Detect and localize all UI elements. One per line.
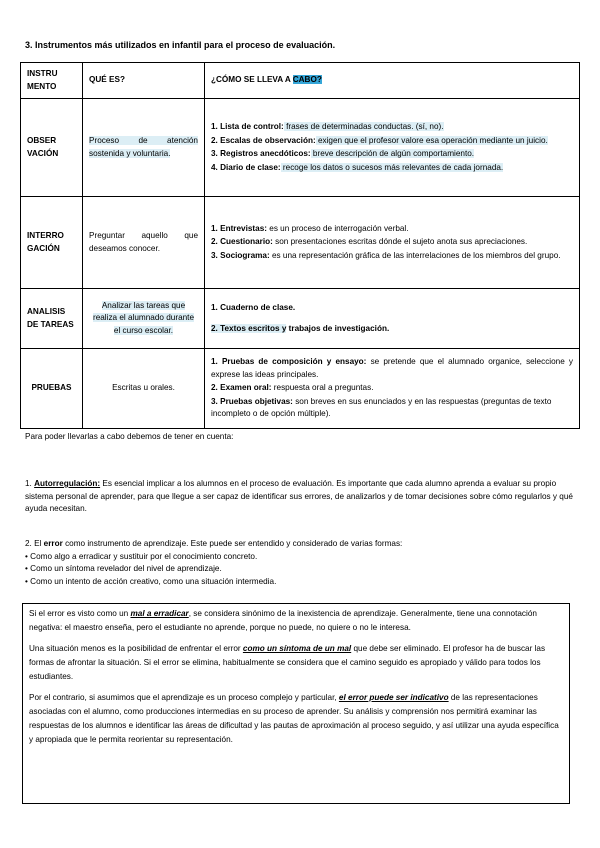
item-label: 3. Registros anecdóticos: bbox=[211, 149, 311, 158]
row-what-analisis bbox=[83, 289, 205, 349]
item-label: 4. Diario de clase: bbox=[211, 162, 281, 172]
emphasis: como un síntoma de un mal bbox=[242, 644, 352, 653]
row-name-analisis: ANALISIS DE TAREAS bbox=[21, 289, 83, 349]
header-instrumento: INSTRU MENTO bbox=[21, 63, 83, 99]
point-error bbox=[25, 538, 580, 588]
instruments-table bbox=[20, 62, 580, 429]
item-text: son presentaciones escritas dónde el sujeto anota sus apreciaciones. bbox=[272, 237, 528, 247]
row-how-interrogacion bbox=[205, 197, 580, 289]
item-label: 2. Cuestionario: bbox=[211, 237, 273, 247]
heading-text: Instrumentos más utilizados en infantil para el proceso de evaluación. bbox=[35, 40, 336, 50]
item-label: 2. Escalas de observación: bbox=[211, 135, 316, 145]
item-text: breve descripción de algún comportamiento. bbox=[310, 149, 475, 158]
item-label: 1. Entrevistas: bbox=[211, 223, 267, 233]
point-pre: 2. El bbox=[25, 539, 44, 548]
table-header-row bbox=[21, 63, 580, 99]
row-name-interrogacion: INTERRO GACIÓN bbox=[21, 197, 83, 289]
table-row bbox=[21, 197, 580, 289]
item-text: trabajos de investigación. bbox=[286, 324, 390, 333]
row-what-text: Analizar las tareas que realiza el alumnado durante el curso escolar. bbox=[92, 300, 195, 335]
item-label: 1. Lista de control: bbox=[211, 122, 284, 131]
item-text: recoge los datos o sucesos más relevantes de cada jornada. bbox=[280, 162, 504, 172]
intro-paragraph: Para poder llevarlas a cabo debemos de tener en cuenta: bbox=[25, 432, 234, 441]
item-text: se pretende que el alumnado organice, seleccione y exprese las ideas principales. bbox=[211, 357, 574, 379]
section-heading bbox=[25, 40, 335, 50]
row-how-analisis bbox=[205, 289, 580, 349]
row-how-observacion bbox=[205, 99, 580, 197]
table-row bbox=[21, 349, 580, 429]
box-paragraph-1: Si el error es visto como un mal a erradicar, se considera sinónimo de la inexistencia de aprendizaje. Generalmente, tiene una connotación negativa: el maestro enseña, pero el estudiante no aprende, porque no puede, no quiere o no le interesa. bbox=[29, 609, 537, 632]
point-autorregulacion bbox=[25, 478, 580, 516]
item-label: 1. Cuaderno de clase. bbox=[211, 302, 296, 312]
bullet-icon: • bbox=[25, 564, 31, 573]
header-cabo-highlight: CABO? bbox=[292, 75, 322, 85]
row-how-pruebas bbox=[205, 349, 580, 429]
row-what-text: Proceso de atención sostenida y voluntaria. bbox=[89, 136, 198, 158]
header-que-es: QUÉ ES? bbox=[83, 63, 205, 99]
error-explanation-box bbox=[22, 603, 570, 804]
point-text: Es esencial implicar a los alumnos en el proceso de evaluación. Es importante que cada alumno aprenda a evaluar su propio sistema personal de aprender, para que llegue a ser capaz de identificar sus errores, de analizarlos y de tomar decisiones sobre cómo regularlos y qué ayuda necesitan. bbox=[25, 479, 573, 513]
header-como-text: ¿CÓMO SE LLEVA A bbox=[211, 75, 291, 85]
item-text: es una representación gráfica de las interrelaciones de los miembros del grupo. bbox=[269, 250, 561, 260]
item-label: 2. Textos escritos y bbox=[211, 324, 287, 333]
emphasis: mal a erradicar bbox=[130, 609, 189, 618]
heading-number: 3. bbox=[25, 40, 33, 50]
item-text: respuesta oral a preguntas. bbox=[271, 383, 374, 393]
bullet-icon: • bbox=[25, 551, 31, 561]
point-text: como instrumento de aprendizaje. Este puede ser entendido y considerado de varias formas: bbox=[62, 539, 403, 548]
row-what-observacion bbox=[83, 99, 205, 197]
row-what-pruebas: Escritas u orales. bbox=[83, 349, 205, 429]
row-name-observacion: OBSER VACIÓN bbox=[21, 99, 83, 197]
item-text: exigen que el profesor valore esa operación mediante un juicio. bbox=[315, 135, 548, 145]
header-como bbox=[205, 63, 580, 99]
list-item: • Como un intento de acción creativo, como una situación intermedia. bbox=[25, 576, 277, 586]
list-item: • Como algo a erradicar y sustituir por el conocimiento concreto. bbox=[25, 551, 258, 561]
list-item: • Como un síntoma revelador del nivel de aprendizaje. bbox=[25, 564, 222, 573]
row-name-pruebas: PRUEBAS bbox=[21, 349, 83, 429]
box-paragraph-2: Una situación menos es la posibilidad de enfrentar el error como un síntoma de un mal que debe ser eliminado. El profesor ha de buscar las formas de afrontar la situación. Si el error se elimina, habitualmente se considera que el camino seguido es apropiado y válido para todos los estudiantes. bbox=[29, 644, 546, 681]
item-label: 3. Pruebas objetivas: bbox=[211, 396, 293, 406]
table-row bbox=[21, 289, 580, 349]
bullet-icon: • bbox=[25, 576, 31, 586]
emphasis: el error puede ser indicativo bbox=[338, 693, 449, 702]
item-text: es un proceso de interrogación verbal. bbox=[266, 223, 409, 233]
point-number: 1. bbox=[25, 479, 32, 488]
point-label: Autorregulación: bbox=[34, 479, 101, 488]
item-text: son breves en sus enunciados y en las respuestas (preguntas de texto incompleto o de opción múltiple). bbox=[211, 396, 552, 419]
item-label: 2. Examen oral: bbox=[211, 383, 272, 393]
row-what-interrogacion: Preguntar aquello que deseamos conocer. bbox=[83, 197, 205, 289]
box-paragraph-3: Por el contrario, si asumimos que el aprendizaje es un proceso complejo y particular, el error puede ser indicativo de las representaciones asociadas con el alumno, como producciones intermedias en su proceso de aprender. Su análisis y comprensión nos permitirá examinar las respuestas de los alumnos e identificar las áreas de dificultad y las pautas de aproximación al proceso seguido, y así utilizar una ayuda específica y apropiada que le permita reorientar su representación. bbox=[29, 693, 559, 744]
item-text: frases de determinadas conductas. (sí, no). bbox=[283, 122, 444, 131]
item-label: 1. Pruebas de composición y ensayo: bbox=[211, 357, 367, 367]
table-row bbox=[21, 99, 580, 197]
item-label: 3. Sociograma: bbox=[211, 250, 270, 260]
point-label: error bbox=[43, 539, 63, 548]
